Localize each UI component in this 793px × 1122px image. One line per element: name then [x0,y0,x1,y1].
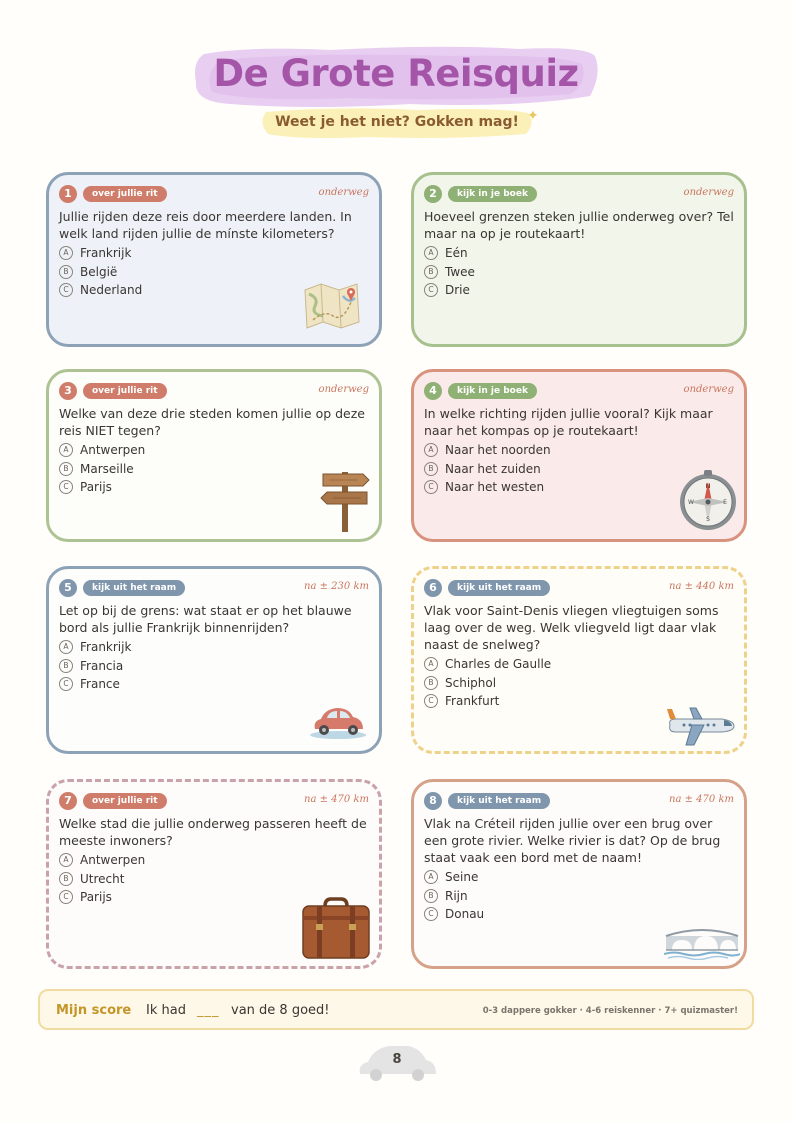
option-text: Francia [80,658,124,673]
compass-west: W [688,499,694,506]
answer-option-a[interactable] [59,638,369,657]
timing-label: onderweg [683,187,734,198]
option-letter: C [59,283,73,297]
bridge-icon [664,916,740,960]
compass-south: S [706,516,710,523]
category-tag: kijk in je boek [448,383,537,399]
card-header [424,185,734,203]
subtitle-banner [258,106,536,140]
quiz-card-4 [411,369,747,542]
page-number: 8 [392,1052,402,1067]
category-tag: over jullie rit [83,793,167,809]
sparkle-icon: ✦ [527,108,539,124]
quiz-card-3 [46,369,382,542]
card-header [59,382,369,400]
compass-north: N [705,483,711,490]
signpost-icon [317,466,373,534]
map-icon [301,280,363,332]
answer-option-c[interactable] [424,281,734,300]
option-letter: C [424,907,438,921]
option-text: Naar het westen [445,480,545,495]
answer-option-a[interactable] [59,244,369,263]
answer-option-b[interactable] [59,263,369,282]
option-text: Parijs [80,890,112,905]
timing-label: na ± 470 km [304,794,369,805]
option-text: Twee [445,264,475,279]
option-letter: C [59,890,73,904]
option-text: Utrecht [80,871,125,886]
quiz-card-7 [46,779,382,969]
question-number: 8 [424,792,442,810]
score-text-after: van de 8 goed! [231,1003,330,1018]
airplane-icon [664,705,738,749]
question-text: Welke van deze drie steden komen jullie op deze reis NIET tegen? [59,406,365,438]
answer-option-a[interactable] [424,868,734,887]
category-tag: over jullie rit [83,186,167,202]
option-text: Schiphol [445,675,497,690]
score-scale: 0-3 dappere gokker · 4-6 reiskenner · 7+ quizmaster! [482,1006,738,1016]
score-box [38,989,754,1030]
quiz-card-6 [411,566,747,754]
option-letter: A [59,640,73,654]
option-letter: B [59,462,73,476]
answer-option-a[interactable] [424,244,734,263]
quiz-card-2 [411,172,747,347]
option-text: Seine [445,870,479,885]
question-text: Vlak na Créteil rijden jullie over een brug over een grote rivier. Welke rivier is dat? Op de brug staat vaak een bord met de naam! [424,816,721,865]
option-letter: B [59,659,73,673]
option-letter: A [424,443,438,457]
option-text: Antwerpen [80,853,146,868]
question-number: 6 [424,579,442,597]
option-letter: B [424,462,438,476]
category-tag: kijk uit het raam [83,580,185,596]
page-subtitle: Weet je het niet? Gokken mag! [275,114,519,130]
option-text: Naar het zuiden [445,461,541,476]
category-tag: kijk in je boek [448,186,537,202]
option-letter: C [424,694,438,708]
question-text: Vlak voor Saint-Denis vliegen vliegtuigen soms laag over de weg. Welk vliegveld ligt daar vlak naast de snelweg? [424,603,719,652]
category-tag: kijk uit het raam [448,793,550,809]
option-letter: C [59,677,73,691]
option-text: België [80,264,118,279]
question-number: 3 [59,382,77,400]
option-letter: B [424,889,438,903]
question-number: 7 [59,792,77,810]
title-banner [190,44,602,110]
card-header [59,792,369,810]
answer-option-b[interactable] [424,263,734,282]
answer-option-a[interactable] [59,851,369,870]
score-label: Mijn score [56,1003,132,1018]
answer-options [424,655,734,711]
page-number-badge [356,1040,438,1082]
answer-option-b[interactable] [424,674,734,693]
score-text-before: Ik had [146,1003,186,1018]
option-text: Parijs [80,480,112,495]
compass-icon [676,468,740,532]
option-text: Donau [445,907,485,922]
option-letter: C [59,480,73,494]
option-letter: A [424,870,438,884]
option-text: Drie [445,283,470,298]
option-text: Marseille [80,461,134,476]
option-letter: B [59,872,73,886]
timing-label: onderweg [318,187,369,198]
card-header [59,185,369,203]
timing-label: onderweg [318,384,369,395]
answer-options [424,244,734,300]
option-text: Nederland [80,283,143,298]
option-letter: A [424,657,438,671]
category-tag: kijk uit het raam [448,580,550,596]
option-text: Rijn [445,888,468,903]
question-text: In welke richting rijden jullie vooral? Kijk maar naar het kompas op je routekaart! [424,406,713,438]
answer-option-a[interactable] [424,655,734,674]
compass-east: E [723,499,727,506]
answer-options [59,638,369,694]
question-text: Jullie rijden deze reis door meerdere landen. In welk land rijden jullie de mínste kilometers? [59,209,352,241]
question-text: Welke stad die jullie onderweg passeren heeft de meeste inwoners? [59,816,367,848]
question-number: 2 [424,185,442,203]
option-text: Charles de Gaulle [445,657,552,672]
question-text: Hoeveel grenzen steken jullie onderweg over? Tel maar na op je routekaart! [424,209,734,241]
option-letter: B [424,676,438,690]
option-text: France [80,677,120,692]
card-header [424,792,734,810]
option-letter: A [424,246,438,260]
option-letter: B [59,265,73,279]
answer-option-b[interactable] [59,657,369,676]
option-letter: C [424,480,438,494]
timing-label: na ± 440 km [669,581,734,592]
question-number: 4 [424,382,442,400]
option-text: Frankfurt [445,694,500,709]
option-text: Antwerpen [80,443,146,458]
card-header [424,579,734,597]
question-text: Let op bij de grens: wat staat er op het blauwe bord als jullie Frankrijk binnenrijden? [59,603,352,635]
quiz-card-5 [46,566,382,754]
option-text: Eén [445,246,468,261]
option-letter: C [424,283,438,297]
card-header [424,382,734,400]
timing-label: onderweg [683,384,734,395]
option-text: Frankrijk [80,640,132,655]
timing-label: na ± 230 km [304,581,369,592]
suitcase-icon [299,896,373,962]
option-letter: A [59,853,73,867]
answer-option-b[interactable] [424,887,734,906]
option-letter: A [59,443,73,457]
answer-option-a[interactable] [59,441,369,460]
score-blank-field[interactable]: ___ [197,1003,220,1018]
page-title: De Grote Reisquiz [213,52,579,95]
answer-option-b[interactable] [59,870,369,889]
card-header [59,579,369,597]
answer-option-c[interactable] [59,675,369,694]
quiz-card-1 [46,172,382,347]
car-icon [307,699,369,743]
category-tag: over jullie rit [83,383,167,399]
option-letter: B [424,265,438,279]
question-number: 1 [59,185,77,203]
option-text: Frankrijk [80,246,132,261]
option-text: Naar het noorden [445,443,551,458]
option-letter: A [59,246,73,260]
quiz-card-8 [411,779,747,969]
question-number: 5 [59,579,77,597]
timing-label: na ± 470 km [669,794,734,805]
answer-option-a[interactable] [424,441,734,460]
